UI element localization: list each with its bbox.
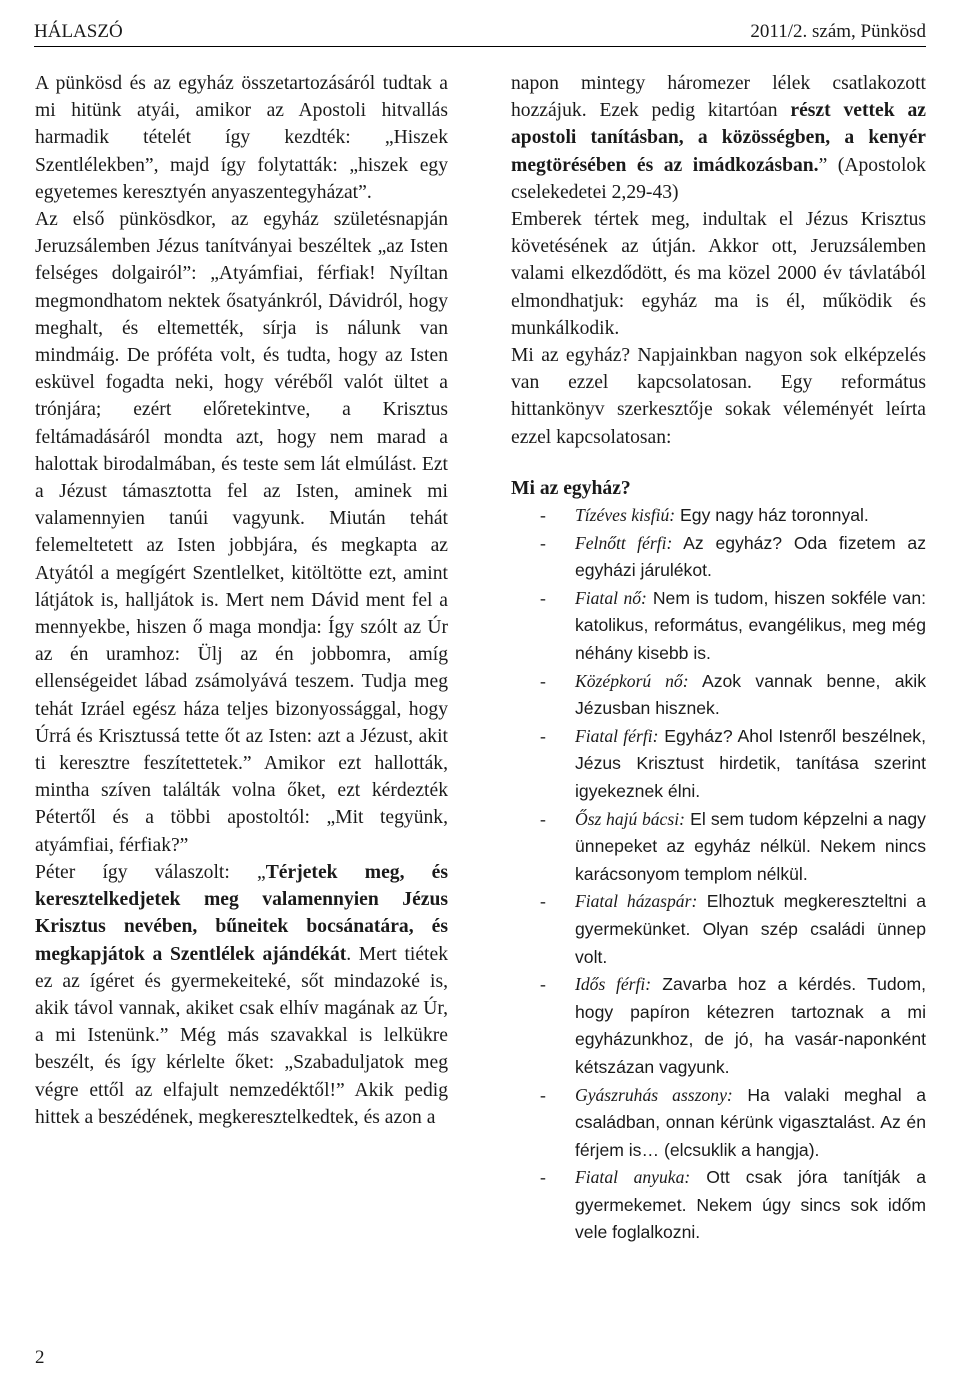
answer-text: Egy nagy ház toronnyal. bbox=[675, 505, 869, 526]
left-column bbox=[35, 70, 448, 1131]
peter-answer-continuation: . Mert tiétek ez az ígéret és gyermekeiteké, sőt mindazoké is, akik távol vannak, akiket csak elhív magának az Úr, a mi Istenünk.” Még más szavakkal is lelkükre beszélt, és így kérlelte őket: „Szabaduljatok meg végre ettől az elfajult nemzedéktől!” Akik pedig hittek a beszédének, megkeresztelkedtek, és azon a bbox=[35, 943, 448, 1128]
paragraph-intro: A pünkösd és az egyház összetartozásáról tudtak a mi hitünk atyái, amikor az Apostoli hitvallás harmadik tételét így kezdték: „Hiszek Szentlélekben”, majd így folytatták: „hiszek egy egyetemes keresztyén anyaszentegyházat”. bbox=[35, 73, 448, 203]
answer-text: Ha valaki meghal a családban, onnan kérünk vigasztalást. Az én férjem is… (elcsuklik a hangja). bbox=[575, 1084, 926, 1160]
paragraph-acts-quote: Az első pünkösdkor, az egyház születésnapján Jeruzsálemben Jézus tanítványai beszéltek „az Isten felséges dolgairól”: „Atyámfiai, férfiak! Nyíltan megmondhatom nektek ősatyánkról, Dávidról, hogy meghalt, és eltemették, sírja is nálunk van mindmáig. De próféta volt, és tudta, hogy az Isten esküvel fogadta neki, hogy véréből valót ültet a trónjára; ezért előretekintve, a Krisztus feltámadásáról mondta azt, hogy nem marad a halottak birodalmában, és teste sem lát elmúlást. Ezt a Jézust támasztotta fel az Isten, aminek mi valamennyien tanúi vagyunk. Miután tehát felemeltetett az Isten jobbjára, és megkapta az Atyától a megígért Szentlelket, kitöltötte ezt, amint látjátok is, halljátok is. Mert nem Dávid ment fel a mennyekbe, hiszen ő maga mondja: Így szólt az Úr az én uramhoz: Ülj az én jobbomra, amíg ellenségeidet lábad zsámolyává teszem. Tudja meg tehát Izráel egész háza teljes bizonyossággal, hogy Úrrá és Krisztussá tette őt az Isten: azt a Jézust, akit ti keresztre feszítettetek.” Amikor ezt hallották, mintha szíven találták volna őket, ezt kérdezték Pétertől és a többi apostoltól: „Mit tegyünk, atyámfiai, férfiak?” bbox=[35, 209, 448, 856]
page-number: 2 bbox=[35, 1347, 45, 1368]
speaker-label: Fiatal házaspár: bbox=[575, 891, 698, 912]
answer-item bbox=[511, 723, 926, 806]
answer-item bbox=[511, 668, 926, 723]
running-header bbox=[34, 20, 926, 47]
continuation-lead: napon mintegy háromezer lélek csatlakozott hozzájuk. Ezek pedig kitartóan bbox=[511, 73, 926, 122]
continuation-citation: ” (Apostolok cselekedetei 2,29-43) bbox=[511, 154, 926, 203]
list-dash: - bbox=[540, 1084, 546, 1105]
answers-list bbox=[511, 502, 926, 1247]
answer-item bbox=[511, 502, 926, 530]
answer-text: Ott csak jóra tanítják a gyermekemet. Nekem úgy sincs sok időm vele foglalkozni. bbox=[575, 1167, 926, 1243]
answer-item bbox=[511, 888, 926, 971]
question-heading: Mi az egyház? bbox=[511, 477, 631, 499]
speaker-label: Felnőtt férfi: bbox=[575, 532, 673, 553]
answer-text: Zavarba hoz a kérdés. Tudom, hogy papíron kétezren tartoznak a mi egyházunkhoz, de jó, ha vasár-naponként kétszázan vagyunk. bbox=[575, 974, 926, 1077]
right-column bbox=[511, 70, 926, 1247]
paragraph-what-is-church: Mi az egyház? Napjainkban nagyon sok elképzelés van ezzel kapcsolatosan. Egy református hittankönyv szerkesztője sokak véleményét leírta ezzel kapcsolatosan: bbox=[511, 345, 926, 448]
speaker-label: Fiatal férfi: bbox=[575, 725, 659, 746]
answer-text: Azok vannak benne, akik Jézusban hisznek. bbox=[575, 670, 926, 719]
peter-answer-emphasis: Térjetek meg, és keresztelkedjetek meg valamennyien Jézus Krisztus nevében, bűneitek bocsánatára, és megkapjátok a Szentlélek ajándékát bbox=[35, 861, 449, 965]
paragraph-peter-answer bbox=[35, 859, 448, 1131]
list-dash: - bbox=[540, 808, 546, 829]
speaker-label: Idős férfi: bbox=[575, 974, 652, 995]
answer-text: Az egyház? Oda fizetem az egyházi járulékot. bbox=[575, 532, 926, 581]
list-dash: - bbox=[540, 670, 546, 691]
peter-answer-lead: Péter így válaszolt: „ bbox=[35, 861, 266, 883]
speaker-label: Gyászruhás asszony: bbox=[575, 1084, 733, 1105]
answer-text: El sem tudom képzelni a nagy ünnepeket az egyház nélkül. Nekem nincs karácsonyom templom nélkül. bbox=[575, 808, 926, 884]
answer-item bbox=[511, 806, 926, 889]
list-dash: - bbox=[540, 505, 546, 526]
answer-item bbox=[511, 530, 926, 585]
answer-item bbox=[511, 585, 926, 668]
answer-text: Elhoztuk megkereszteltni a gyermekünket. Olyan szép családi ünnep volt. bbox=[575, 891, 926, 967]
list-dash: - bbox=[540, 891, 546, 912]
list-dash: - bbox=[540, 532, 546, 553]
continuation-emphasis: részt vettek az apostoli tanításban, a közösségben, a kenyér megtörésében és az imádkozásban. bbox=[511, 100, 927, 176]
speaker-label: Fiatal nő: bbox=[575, 587, 647, 608]
paragraph-continuation bbox=[511, 70, 926, 206]
speaker-label: Fiatal anyuka: bbox=[575, 1167, 691, 1188]
speaker-label: Ősz hajú bácsi: bbox=[575, 808, 685, 829]
answer-text: Nem is tudom, hiszen sokféle van: katolikus, református, evangélikus, meg még néhány kisebb is. bbox=[575, 587, 926, 664]
answer-text: Egyház? Ahol Istenről beszélnek, Jézus Krisztust hirdetik, tanítása szerint igyekeznek élni. bbox=[575, 725, 926, 801]
speaker-label: Tízéves kisfiú: bbox=[575, 505, 676, 526]
issue-label: 2011/2. szám, Pünkösd bbox=[750, 21, 926, 42]
list-dash: - bbox=[540, 725, 546, 746]
list-dash: - bbox=[540, 1167, 546, 1188]
paragraph-conversion: Emberek tértek meg, indultak el Jézus Krisztus követésének az útján. Akkor ott, Jeruzsálemben valami elkezdődött, és ma közel 2000 év távlatából elmondhatjuk: egyház ma is él, működik és munkálkodik. bbox=[511, 209, 926, 339]
answer-item bbox=[511, 1082, 926, 1165]
list-dash: - bbox=[540, 587, 546, 608]
answer-item bbox=[511, 971, 926, 1081]
list-dash: - bbox=[540, 974, 546, 995]
answer-item bbox=[511, 1164, 926, 1247]
speaker-label: Középkorú nő: bbox=[575, 670, 689, 691]
publication-title: HÁLASZÓ bbox=[34, 21, 123, 42]
